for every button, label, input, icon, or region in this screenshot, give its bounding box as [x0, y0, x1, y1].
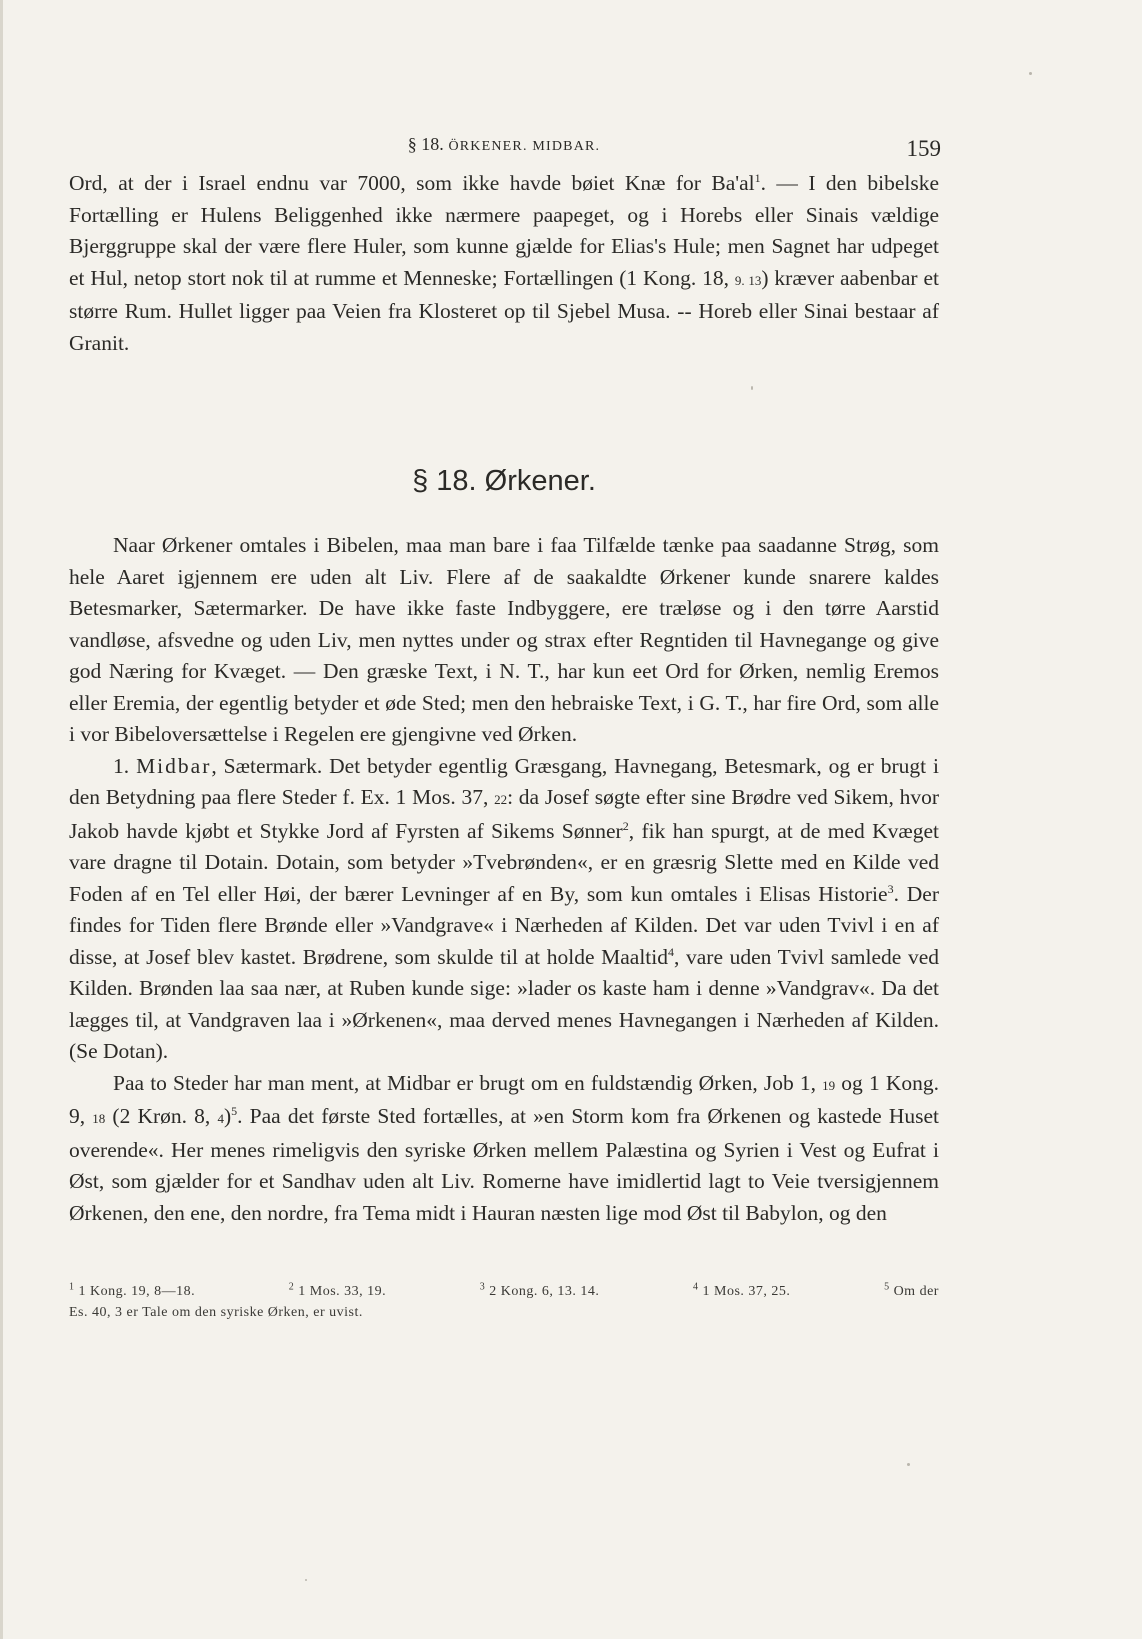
body-text: (2 Krøn. 8,	[105, 1104, 218, 1128]
paper-speck	[1029, 72, 1032, 75]
footnote-text: Om der	[893, 1284, 939, 1299]
verse-reference: 9. 13	[734, 272, 762, 288]
body-text: , vare uden Tvivl samlede ved Kilden. Brønden laa saa nær, at Ruben kunde sige: »lader os kaste ham i denne »Vandgrav«. Da det lægges til, at Vandgraven laa i »Ørkenen«, maa derved menes Havnegangen i Nærheden af Kilden. (Se Dotan).	[69, 944, 939, 1063]
verse-reference: 18	[92, 1111, 106, 1126]
footnote-mark: 2	[622, 818, 629, 833]
footnote-text: 1 Kong. 19, 8—18.	[78, 1284, 196, 1299]
footnote-4	[693, 1281, 790, 1302]
running-head-title	[69, 134, 939, 155]
intro-paragraph	[69, 168, 939, 359]
footnote-mark: 4	[668, 944, 674, 959]
paper-speck	[305, 1579, 307, 1581]
intro-text: . — I den bibelske Fortælling er Hulens Beliggenhed ikke nærmere paapeget, og i Horebs eller Sinais vældige Bjerggruppe skal der være flere Huler, som kunne gjælde for Elias's Hule; men Sagnet har udpeget et Hul, netop stort nok til at rumme et Menneske; Fortællingen (1 Kong. 18,	[69, 171, 939, 290]
paragraph-full-desert	[69, 1068, 939, 1230]
body-text: . Der findes for Tiden flere Brønde eller »Vandgrave« i Nærheden af Kilden. Det var uden Tvivl i en af disse, at Josef blev kastet. Brødrene, som skulde til at holde Maaltid	[69, 881, 939, 969]
footnote-2	[289, 1281, 386, 1302]
body-text: og 1 Kong. 9,	[69, 1070, 939, 1128]
verse-reference: 22	[494, 792, 508, 807]
footnote-line	[69, 1281, 939, 1302]
footnote-text: 1 Mos. 33, 19.	[298, 1284, 387, 1299]
footnote-mark: 3	[887, 881, 894, 896]
page-number: 159	[906, 136, 941, 161]
body-text: , Sætermark. Det betyder egentlig Græsgang, Havnegang, Betesmark, og er brugt i den Betydning paa flere Steder f. Ex. 1 Mos. 37,	[69, 753, 939, 809]
verse-reference: 19	[822, 1077, 836, 1093]
paragraph-orkener: Naar Ørkener omtales i Bibelen, maa man bare i faa Tilfælde tænke paa saadanne Strøg, som hele Aaret igjennem ere uden alt Liv. Flere af de saakaldte Ørkener kunde snarere kaldes Betesmarker, Sætermarker. De have ikke faste Indbyggere, ere træløse og i den tørre Aarstid vandløse, afsvedne og uden Liv, men nyttes under og strax efter Regntiden til Havnegange og give god Næring for Kvæget. — Den græske Text, i N. T., har kun eet Ord for Ørken, nemlig Eremos eller Eremia, der egentlig betyder et øde Sted; men den hebraiske Text, i G. T., har fire Ord, som alle i vor Bibeloversættelse i Regelen ere gjengivne ved Ørken.	[69, 533, 939, 746]
footnote-text: 2 Kong. 6, 13. 14.	[489, 1284, 600, 1299]
body-text: )	[223, 1104, 232, 1128]
footnote-number: 2	[288, 1281, 295, 1293]
footnote-5	[884, 1281, 939, 1302]
footnote-number: 5	[884, 1281, 890, 1293]
footnote-number: 1	[69, 1281, 75, 1293]
footnote-number: 3	[479, 1281, 486, 1293]
term-midbar: Midbar	[136, 753, 212, 778]
running-head	[69, 128, 939, 168]
intro-text: ) kræver aabenbar et større Rum. Hullet ligger paa Veien fra Klosteret op til Sjebel Musa. -- Horeb eller Sinai bestaar af Granit.	[69, 265, 939, 355]
book-page	[69, 128, 939, 1323]
body-text: : da Josef søgte efter sine Brødre ved Sikem, hvor Jakob havde kjøbt et Stykke Jord af Fyrsten af Sikems Sønner	[69, 785, 939, 843]
section-heading: § 18. Ørkener.	[412, 465, 596, 497]
item-number: 1.	[113, 753, 130, 778]
footnote-continuation: Es. 40, 3 er Tale om den syriske Ørken, er uvist.	[69, 1305, 363, 1320]
verse-reference: 4	[217, 1111, 224, 1126]
footnote-1	[69, 1281, 195, 1302]
running-head-text: ÖRKENER. MIDBAR.	[448, 139, 601, 154]
footnote-mark: 5	[231, 1103, 238, 1118]
body-text: Paa to Steder har man ment, at Midbar er brugt om en fuldstændig Ørken, Job 1,	[113, 1070, 823, 1095]
footnote-3	[480, 1281, 600, 1302]
footnotes	[69, 1281, 939, 1323]
body-text: . Paa det første Sted fortælles, at »en Storm kom fra Ørkenen og kastede Huset overende«. Her menes rimeligvis den syriske Ørken mellem Palæstina og Syrien i Vest og Eufrat i Øst, som gjælder for et Sandhav uden alt Liv. Romerne have imidlertid lagt to Veie tversigjennem Ørkenen, den ene, den nordre, fra Tema midt i Hauran næsten lige mod Øst til Babylon, og den	[69, 1104, 939, 1225]
body-text: , fik han spurgt, at de med Kvæget vare dragne til Dotain. Dotain, som betyder »Tvebrønden«, er en græsrig Slette med en Kilde ved Foden af en Tel eller Høi, der bærer Levninger af en By, som kun omtales i Elisas Historie	[69, 818, 939, 906]
intro-text: Ord, at der i Israel endnu var 7000, som ikke havde bøiet Knæ for Ba'al	[69, 171, 755, 195]
footnote-text: 1 Mos. 37, 25.	[702, 1284, 791, 1299]
running-head-section: § 18.	[407, 134, 444, 154]
footnote-mark: 1	[754, 170, 761, 185]
paragraph-midbar	[69, 751, 939, 1068]
footnote-number: 4	[693, 1281, 699, 1293]
paper-speck	[907, 1463, 910, 1466]
